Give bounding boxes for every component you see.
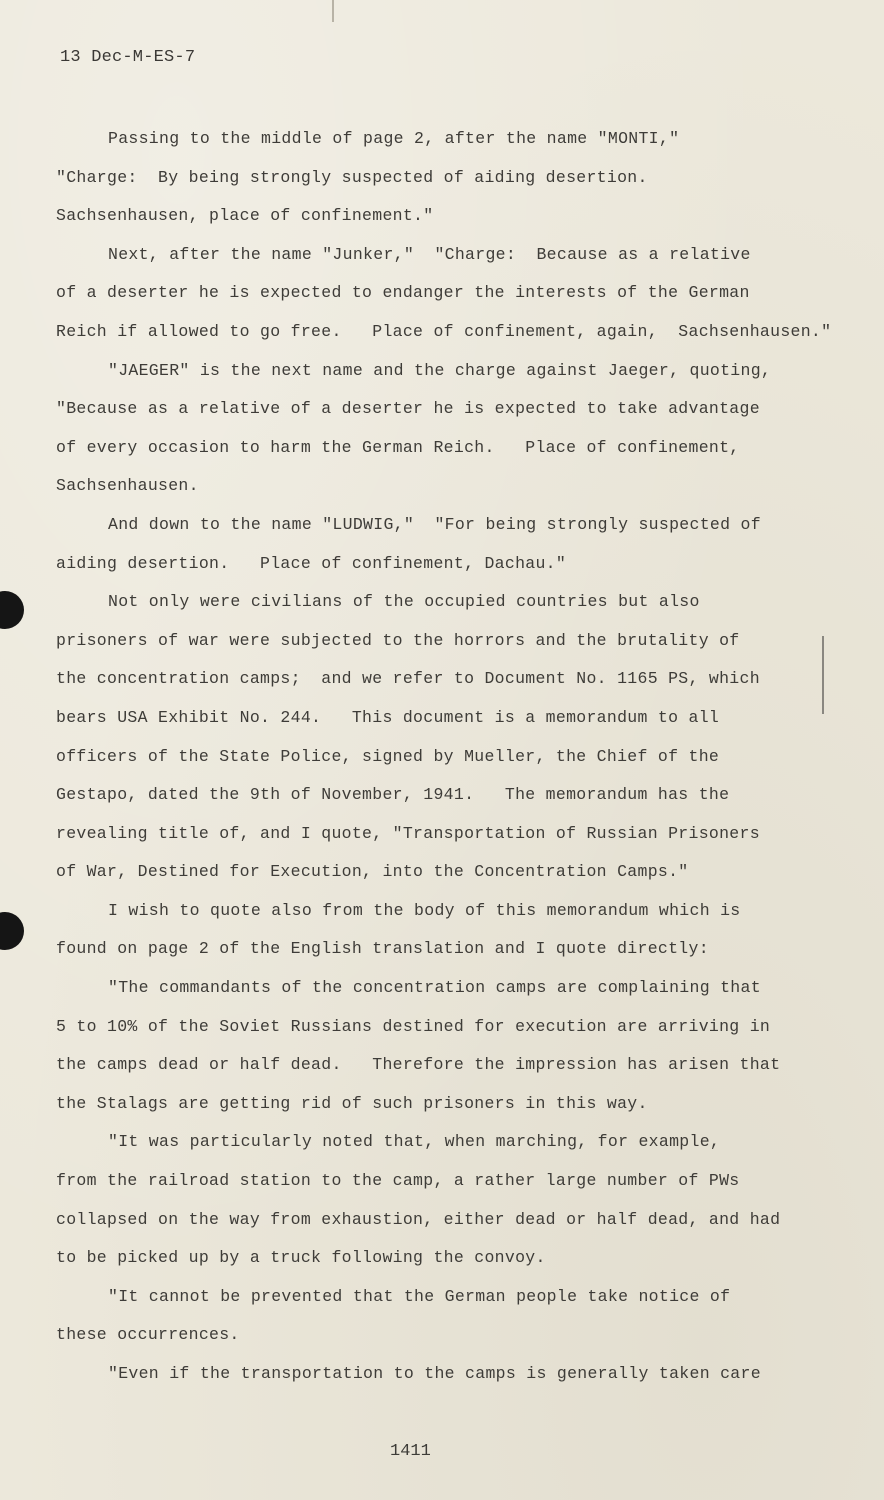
text-line: "Even if the transportation to the camps is generally taken care	[108, 1364, 761, 1383]
binder-hole-bottom	[0, 912, 24, 950]
text-line: these occurrences.	[56, 1325, 240, 1345]
page-number: 1411	[390, 1442, 431, 1461]
text-line: Not only were civilians of the occupied countries but also	[108, 592, 700, 612]
text-line: found on page 2 of the English translation and I quote directly:	[56, 939, 709, 959]
text-line: revealing title of, and I quote, "Transportation of Russian Prisoners	[56, 823, 760, 843]
text-line: "It was particularly noted that, when marching, for example,	[108, 1132, 721, 1152]
text-line: "JAEGER" is the next name and the charge against Jaeger, quoting,	[108, 360, 772, 380]
text-line: Sachsenhausen, place of confinement."	[56, 206, 434, 226]
text-line: from the railroad station to the camp, a rather large number of PWs	[56, 1171, 740, 1191]
document-id-header: 13 Dec-M-ES-7	[60, 48, 196, 67]
text-line: I wish to quote also from the body of this memorandum which is	[108, 900, 741, 920]
top-edge-mark	[332, 0, 334, 22]
text-line: "Charge: By being strongly suspected of aiding desertion.	[56, 167, 648, 187]
text-line: 5 to 10% of the Soviet Russians destined for execution are arriving in	[56, 1016, 771, 1036]
text-line: "It cannot be prevented that the German people take notice of	[108, 1286, 731, 1306]
text-line: Reich if allowed to go free. Place of confinement, again, Sachsenhausen."	[56, 321, 832, 341]
text-line: And down to the name "LUDWIG," "For being strongly suspected of	[108, 514, 761, 534]
text-line: collapsed on the way from exhaustion, either dead or half dead, and had	[56, 1209, 781, 1229]
text-line: aiding desertion. Place of confinement, Dachau."	[56, 553, 567, 573]
document-body	[56, 120, 832, 1394]
text-line: the concentration camps; and we refer to Document No. 1165 PS, which	[56, 669, 760, 689]
text-line: of a deserter he is expected to endanger the interests of the German	[56, 283, 750, 303]
text-line: bears USA Exhibit No. 244. This document is a memorandum to all	[56, 707, 720, 727]
text-line: to be picked up by a truck following the convoy.	[56, 1248, 546, 1268]
text-line: Sachsenhausen.	[56, 476, 199, 496]
margin-pencil-mark	[822, 636, 824, 714]
binder-hole-top	[0, 591, 24, 629]
text-line: "The commandants of the concentration camps are complaining that	[108, 978, 761, 998]
text-line: "Because as a relative of a deserter he is expected to take advantage	[56, 399, 760, 419]
text-line: Next, after the name "Junker," "Charge: Because as a relative	[108, 244, 751, 264]
text-line: the camps dead or half dead. Therefore the impression has arisen that	[56, 1055, 781, 1075]
text-line: Gestapo, dated the 9th of November, 1941. The memorandum has the	[56, 785, 730, 805]
text-line: of every occasion to harm the German Reich. Place of confinement,	[56, 437, 740, 457]
text-line: officers of the State Police, signed by Mueller, the Chief of the	[56, 746, 720, 766]
text-line: Passing to the middle of page 2, after the name "MONTI,"	[108, 129, 680, 148]
text-line: of War, Destined for Execution, into the Concentration Camps."	[56, 862, 689, 882]
text-line: prisoners of war were subjected to the horrors and the brutality of	[56, 630, 740, 650]
text-line: the Stalags are getting rid of such prisoners in this way.	[56, 1093, 648, 1113]
